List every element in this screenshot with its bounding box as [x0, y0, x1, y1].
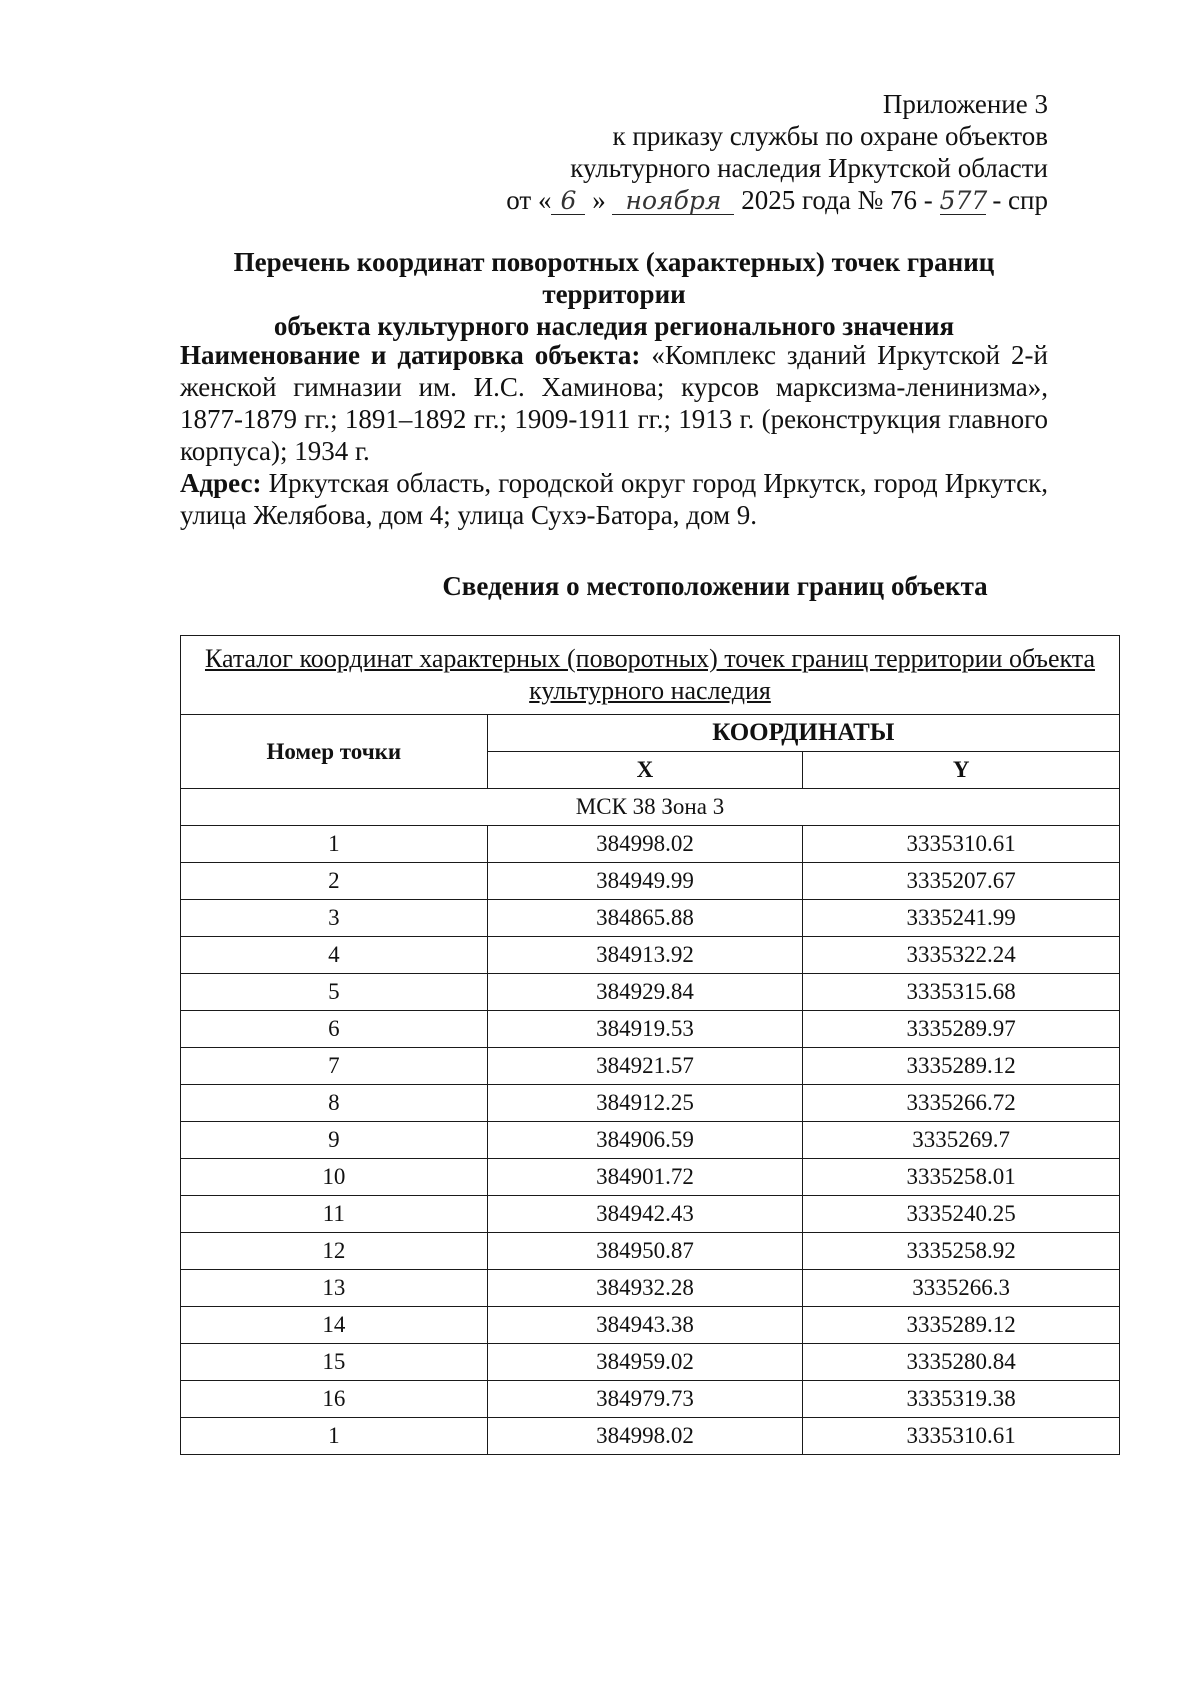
- document-title: [180, 246, 1048, 342]
- point-number-cell: 15: [181, 1344, 488, 1381]
- y-coordinate-cell: 3335289.12: [803, 1307, 1120, 1344]
- y-coordinate-cell: 3335319.38: [803, 1381, 1120, 1418]
- table-row: [181, 1233, 1120, 1270]
- table-row: [181, 937, 1120, 974]
- table-row: [181, 1344, 1120, 1381]
- y-coordinate-cell: 3335310.61: [803, 1418, 1120, 1455]
- table-row: [181, 826, 1120, 863]
- object-address-paragraph: [180, 467, 1048, 531]
- y-coordinate-cell: 3335269.7: [803, 1122, 1120, 1159]
- x-coordinate-cell: 384912.25: [487, 1085, 803, 1122]
- table-zone-row: [181, 789, 1120, 826]
- x-coordinate-cell: 384959.02: [487, 1344, 803, 1381]
- date-quote-close: »: [592, 185, 606, 215]
- object-name-value: «Комплекс зданий Иркутской 2-й женской гимназии им. И.С. Хаминова; курсов марксизма-ленинизма», 1877-1879 гг.; 1891–1892 гг.; 1909-1911 гг.; 1913 г. (реконструкция главного корпуса); 1934 г.: [180, 340, 1048, 466]
- table-row: [181, 1270, 1120, 1307]
- section-subtitle: [180, 570, 1200, 602]
- number-suffix: - спр: [992, 185, 1048, 215]
- header-x: X: [487, 752, 803, 789]
- header-point-number: Номер точки: [181, 715, 488, 789]
- point-number-cell: 13: [181, 1270, 488, 1307]
- handwritten-day: 6: [560, 186, 577, 215]
- y-coordinate-cell: 3335241.99: [803, 900, 1120, 937]
- point-number-cell: 3: [181, 900, 488, 937]
- coordinates-table: [180, 635, 1120, 1455]
- point-number-cell: 9: [181, 1122, 488, 1159]
- point-number-cell: 4: [181, 937, 488, 974]
- point-number-cell: 16: [181, 1381, 488, 1418]
- y-coordinate-cell: 3335240.25: [803, 1196, 1120, 1233]
- y-coordinate-cell: 3335289.97: [803, 1011, 1120, 1048]
- x-coordinate-cell: 384998.02: [487, 826, 803, 863]
- y-coordinate-cell: 3335280.84: [803, 1344, 1120, 1381]
- object-address-value: Иркутская область, городской округ город Иркутск, город Иркутск, улица Желябова, дом 4; улица Сухэ-Батора, дом 9.: [180, 468, 1049, 530]
- x-coordinate-cell: 384865.88: [487, 900, 803, 937]
- point-number-cell: 1: [181, 826, 488, 863]
- x-coordinate-cell: 384921.57: [487, 1048, 803, 1085]
- point-number-cell: 12: [181, 1233, 488, 1270]
- table-row: [181, 1085, 1120, 1122]
- table-row: [181, 1381, 1120, 1418]
- handwritten-month: ноября: [625, 186, 722, 215]
- appendix-line-2: к приказу службы по охране объектов: [612, 121, 1048, 151]
- x-coordinate-cell: 384998.02: [487, 1418, 803, 1455]
- table-row: [181, 1048, 1120, 1085]
- table-row: [181, 863, 1120, 900]
- table-row: [181, 1122, 1120, 1159]
- header-coordinates: КООРДИНАТЫ: [487, 715, 1119, 752]
- title-line-2: объекта культурного наследия регионального значения: [273, 311, 955, 341]
- appendix-header: [506, 88, 1048, 216]
- table-caption-row: [181, 636, 1120, 715]
- x-coordinate-cell: 384906.59: [487, 1122, 803, 1159]
- appendix-date-line: [506, 184, 1048, 216]
- point-number-cell: 14: [181, 1307, 488, 1344]
- x-coordinate-cell: 384919.53: [487, 1011, 803, 1048]
- point-number-cell: 10: [181, 1159, 488, 1196]
- y-coordinate-cell: 3335322.24: [803, 937, 1120, 974]
- x-coordinate-cell: 384942.43: [487, 1196, 803, 1233]
- date-prefix: от «: [506, 185, 552, 215]
- point-number-cell: 7: [181, 1048, 488, 1085]
- x-coordinate-cell: 384950.87: [487, 1233, 803, 1270]
- section-subtitle-text: Сведения о местоположении границ объекта: [442, 571, 988, 601]
- object-name-paragraph: [180, 339, 1048, 467]
- object-address-label: Адрес:: [180, 468, 262, 498]
- x-coordinate-cell: 384929.84: [487, 974, 803, 1011]
- x-coordinate-cell: 384943.38: [487, 1307, 803, 1344]
- point-number-cell: 11: [181, 1196, 488, 1233]
- appendix-line-1: Приложение 3: [882, 89, 1048, 119]
- x-coordinate-cell: 384979.73: [487, 1381, 803, 1418]
- y-coordinate-cell: 3335266.72: [803, 1085, 1120, 1122]
- y-coordinate-cell: 3335289.12: [803, 1048, 1120, 1085]
- table-row: [181, 900, 1120, 937]
- handwritten-number: 577: [939, 186, 988, 215]
- table-row: [181, 1196, 1120, 1233]
- table-row: [181, 974, 1120, 1011]
- header-y: Y: [803, 752, 1120, 789]
- title-line-1: Перечень координат поворотных (характерных) точек границ территории: [233, 247, 995, 309]
- day-field: [551, 187, 585, 215]
- table-row: [181, 1159, 1120, 1196]
- point-number-cell: 6: [181, 1011, 488, 1048]
- table-caption: Каталог координат характерных (поворотных) точек границ территории объекта культурного наследия: [181, 636, 1120, 715]
- table-row: [181, 1418, 1120, 1455]
- y-coordinate-cell: 3335266.3: [803, 1270, 1120, 1307]
- x-coordinate-cell: 384913.92: [487, 937, 803, 974]
- y-coordinate-cell: 3335310.61: [803, 826, 1120, 863]
- point-number-cell: 5: [181, 974, 488, 1011]
- table-row: [181, 1011, 1120, 1048]
- object-description: [180, 339, 1048, 531]
- y-coordinate-cell: 3335258.01: [803, 1159, 1120, 1196]
- appendix-line-3: культурного наследия Иркутской области: [570, 153, 1048, 183]
- y-coordinate-cell: 3335315.68: [803, 974, 1120, 1011]
- point-number-cell: 2: [181, 863, 488, 900]
- x-coordinate-cell: 384949.99: [487, 863, 803, 900]
- point-number-cell: 8: [181, 1085, 488, 1122]
- object-name-label: Наименование и датировка объекта:: [180, 340, 641, 370]
- x-coordinate-cell: 384901.72: [487, 1159, 803, 1196]
- y-coordinate-cell: 3335258.92: [803, 1233, 1120, 1270]
- month-field: [612, 187, 734, 215]
- point-number-cell: 1: [181, 1418, 488, 1455]
- coordinate-system-zone: МСК 38 Зона 3: [181, 789, 1120, 826]
- table-row: [181, 1307, 1120, 1344]
- x-coordinate-cell: 384932.28: [487, 1270, 803, 1307]
- number-field: [940, 187, 986, 215]
- year-number-text: 2025 года № 76 -: [741, 185, 933, 215]
- table-header-row: [181, 715, 1120, 752]
- y-coordinate-cell: 3335207.67: [803, 863, 1120, 900]
